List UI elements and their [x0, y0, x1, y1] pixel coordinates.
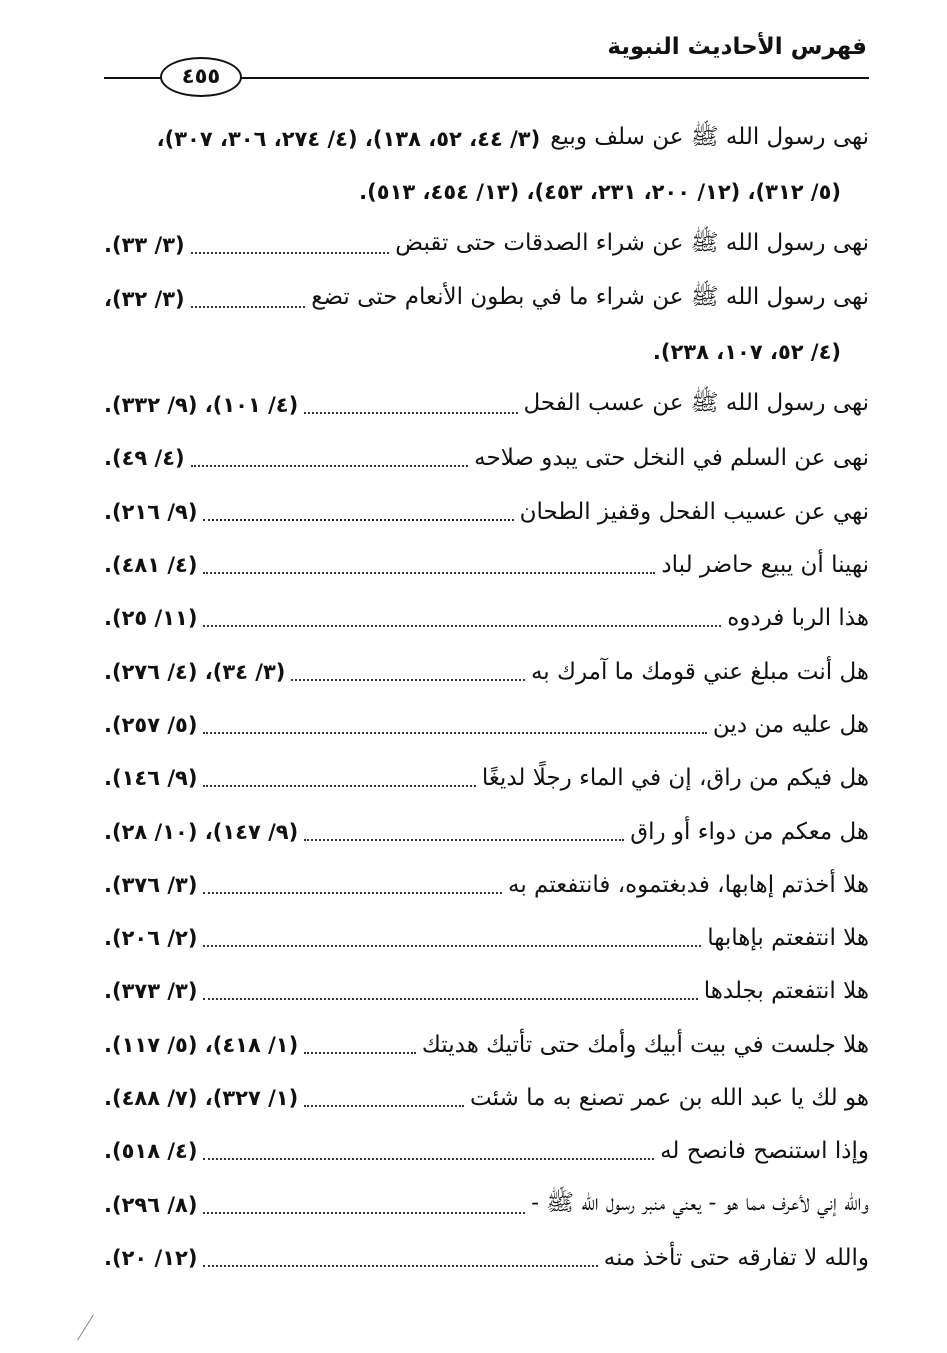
hadith-text: نهي عن عسيب الفحل وقفيز الطحان [519, 498, 869, 525]
index-line [104, 112, 869, 165]
hadith-text: نهينا أن يبيع حاضر لباد [661, 552, 869, 579]
dot-leader [203, 625, 721, 627]
dot-leader [203, 785, 475, 787]
index-line [104, 698, 869, 751]
volume-page-references: (٣/ ٣٧٦). [104, 872, 198, 897]
hadith-text: هلا جلست في بيت أبيك وأمك حتى تأتيك هديتك [421, 1031, 869, 1058]
hadith-text: نهى رسول الله ﷺ عن شراء الصدقات حتى تقبض [395, 230, 869, 257]
hadith-text: والله لا تفارقه حتى تأخذ منه [603, 1244, 869, 1271]
index-line [104, 645, 869, 698]
volume-page-references: (١١/ ٢٥). [104, 606, 198, 631]
volume-page-references: (٤/ ٥٢، ١٠٧، ٢٣٨). [652, 339, 841, 364]
index-line [104, 858, 869, 911]
index-line [104, 965, 869, 1018]
hadith-text: نهى رسول الله ﷺ عن سلف وبيع [550, 123, 869, 150]
index-line [104, 1125, 869, 1178]
volume-page-references: (٤/ ١٠١)، (٩/ ٣٣٢). [104, 393, 299, 418]
volume-page-references: (١/ ٣٢٧)، (٧/ ٤٨٨). [104, 1085, 299, 1110]
volume-page-references: (٥/ ٣١٢)، (١٢/ ٢٠٠، ٢٣١، ٤٥٣)، (١٣/ ٤٥٤، ٥١٣). [359, 179, 841, 204]
index-line [104, 272, 869, 325]
volume-page-references: (٣/ ٣٤)، (٤/ ٢٧٦). [104, 659, 286, 684]
volume-page-references: (٩/ ١٤٧)، (١٠/ ٢٨). [104, 819, 299, 844]
dot-leader [304, 1052, 416, 1054]
volume-page-references: (٨/ ٢٩٦). [104, 1192, 198, 1217]
volume-page-references: (١/ ٤١٨)، (٥/ ١١٧). [104, 1032, 299, 1057]
hadith-index-list [104, 112, 869, 1353]
volume-page-references: (٤/ ٥١٨). [104, 1139, 198, 1164]
index-line [104, 219, 869, 272]
hadith-text: نهى رسول الله ﷺ عن عسب الفحل [523, 390, 869, 417]
dot-leader [203, 572, 655, 574]
volume-page-references: (٣/ ٣٧٣). [104, 979, 198, 1004]
scan-scratch-mark [77, 1314, 106, 1347]
index-line [104, 485, 869, 538]
hadith-text: والله إني لأعرف مما هو - يعني منبر رسول الله ﷺ - [531, 1189, 869, 1216]
dot-leader [203, 998, 697, 1000]
hadith-text: هل عليه من دين [712, 711, 869, 738]
volume-page-references: (٤/ ٤٩). [104, 446, 185, 471]
page-number: ٤٥٥ [160, 57, 242, 97]
index-line [104, 805, 869, 858]
hadith-text: هلا انتفعتم بجلدها [703, 978, 869, 1005]
index-line [104, 911, 869, 964]
volume-page-references: (٩/ ٢١٦). [104, 499, 198, 524]
dot-leader [304, 412, 517, 414]
hadith-text: هل معكم من دواء أو راق [630, 818, 869, 845]
index-line [104, 378, 869, 431]
volume-page-references: (٤/ ٤٨١). [104, 553, 198, 578]
hadith-text: هلا انتفعتم بإهابها [707, 925, 869, 952]
hadith-text: هل فيكم من راق، إن في الماء رجلًا لديغًا [481, 765, 869, 792]
index-line [104, 325, 869, 378]
volume-page-references: (١٢/ ٢٠). [104, 1245, 198, 1270]
dot-leader [291, 679, 525, 681]
dot-leader [203, 519, 513, 521]
volume-page-references: (٢/ ٢٠٦). [104, 926, 198, 951]
volume-page-references: (٥/ ٢٥٧). [104, 712, 198, 737]
index-line [104, 1018, 869, 1071]
index-line [104, 752, 869, 805]
hadith-text: هذا الربا فردوه [727, 605, 869, 632]
dot-leader [304, 839, 624, 841]
index-line [104, 165, 869, 218]
index-line [104, 1178, 869, 1231]
volume-page-references: (٩/ ١٤٦). [104, 766, 198, 791]
index-line [104, 538, 869, 591]
dot-leader [191, 252, 390, 254]
hadith-text: هل أنت مبلغ عني قومك ما آمرك به [530, 658, 869, 685]
dot-leader [304, 1105, 464, 1107]
hadith-text: هلا أخذتم إهابها، فدبغتموه، فانتفعتم به [508, 871, 869, 898]
running-title: فهرس الأحاديث النبوية [607, 34, 867, 60]
hadith-text: وإذا استنصح فانصح له [660, 1138, 869, 1165]
index-line [104, 1071, 869, 1124]
hadith-text: نهى رسول الله ﷺ عن شراء ما في بطون الأنعام حتى تضع [311, 283, 869, 310]
index-line [104, 1231, 869, 1284]
dot-leader [203, 1158, 654, 1160]
hadith-text: هو لك يا عبد الله بن عمر تصنع به ما شئت [469, 1084, 869, 1111]
hadith-text: نهى عن السلم في النخل حتى يبدو صلاحه [474, 445, 869, 472]
dot-leader [191, 465, 469, 467]
dot-leader [203, 892, 502, 894]
dot-leader [191, 306, 306, 308]
dot-leader [203, 945, 701, 947]
dot-leader [203, 732, 706, 734]
volume-page-references: (٣/ ٣٢)، [104, 286, 185, 311]
index-line [104, 432, 869, 485]
dot-leader [203, 1212, 525, 1214]
volume-page-references: (٣/ ٣٣). [104, 233, 185, 258]
dot-leader [203, 1265, 597, 1267]
volume-page-references: (٣/ ٤٤، ٥٢، ١٣٨)، (٤/ ٢٧٤، ٣٠٦، ٣٠٧)، [156, 126, 541, 151]
index-line [104, 592, 869, 645]
